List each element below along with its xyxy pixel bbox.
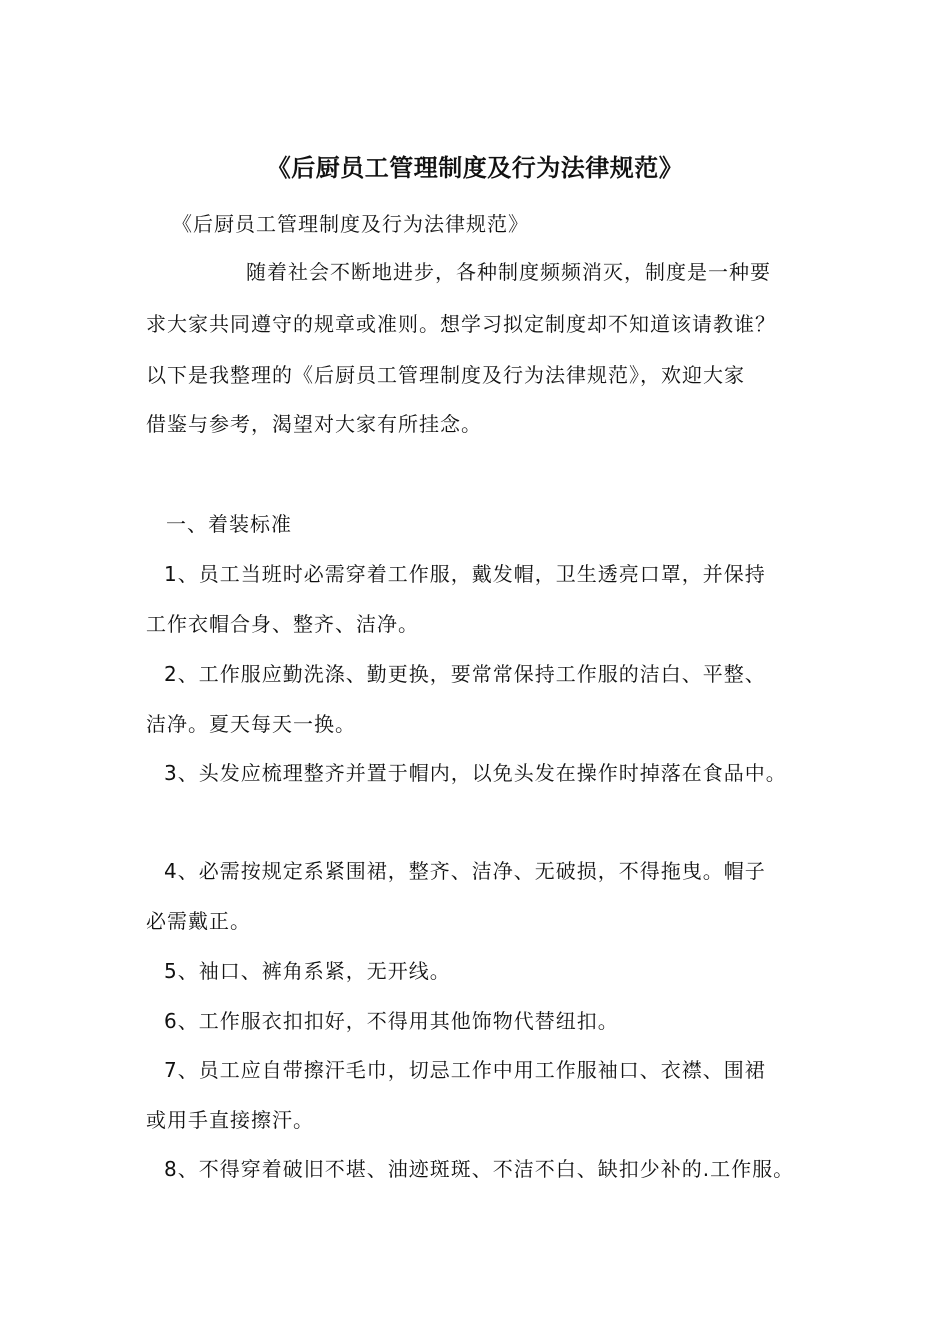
rule-7-line-1: 7、员工应自带擦汗毛巾，切忌工作中用工作服袖口、衣襟、围裙 xyxy=(164,1058,766,1082)
intro-line-1: 随着社会不断地进步，各种制度频频消灭，制度是一种要 xyxy=(246,260,771,284)
rule-2-line-1: 2、工作服应勤洗涤、勤更换，要常常保持工作服的洁白、平整、 xyxy=(164,662,766,686)
document-title: 《后厨员工管理制度及行为法律规范》 xyxy=(266,154,684,182)
subtitle-line: 《后厨员工管理制度及行为法律规范》 xyxy=(172,212,529,236)
rule-1-line-2: 工作衣帽合身、整齐、洁净。 xyxy=(146,612,419,636)
intro-line-4: 借鉴与参考，渴望对大家有所挂念。 xyxy=(146,412,482,436)
intro-line-3: 以下是我整理的《后厨员工管理制度及行为法律规范》，欢迎大家 xyxy=(146,363,745,387)
rule-4-line-1: 4、必需按规定系紧围裙，整齐、洁净、无破损，不得拖曳。帽子 xyxy=(164,859,766,883)
rule-2-line-2: 洁净。夏天每天一换。 xyxy=(146,712,356,736)
rule-5-line-1: 5、袖口、裤角系紧，无开线。 xyxy=(164,959,451,983)
rule-3-line-1: 3、头发应梳理整齐并置于帽内，以免头发在操作时掉落在食品中。 xyxy=(164,761,787,785)
rule-8-line-1: 8、不得穿着破旧不堪、油迹斑斑、不洁不白、缺扣少补的.工作服。 xyxy=(164,1157,795,1181)
rule-1-line-1: 1、员工当班时必需穿着工作服，戴发帽，卫生透亮口罩，并保持 xyxy=(164,562,766,586)
rule-4-line-2: 必需戴正。 xyxy=(146,909,251,933)
section-heading: 一、着装标准 xyxy=(166,512,292,536)
rule-6-line-1: 6、工作服衣扣扣好，不得用其他饰物代替纽扣。 xyxy=(164,1009,619,1033)
intro-line-2: 求大家共同遵守的规章或准则。想学习拟定制度却不知道该请教谁？ xyxy=(146,312,776,336)
rule-7-line-2: 或用手直接擦汗。 xyxy=(146,1108,314,1132)
